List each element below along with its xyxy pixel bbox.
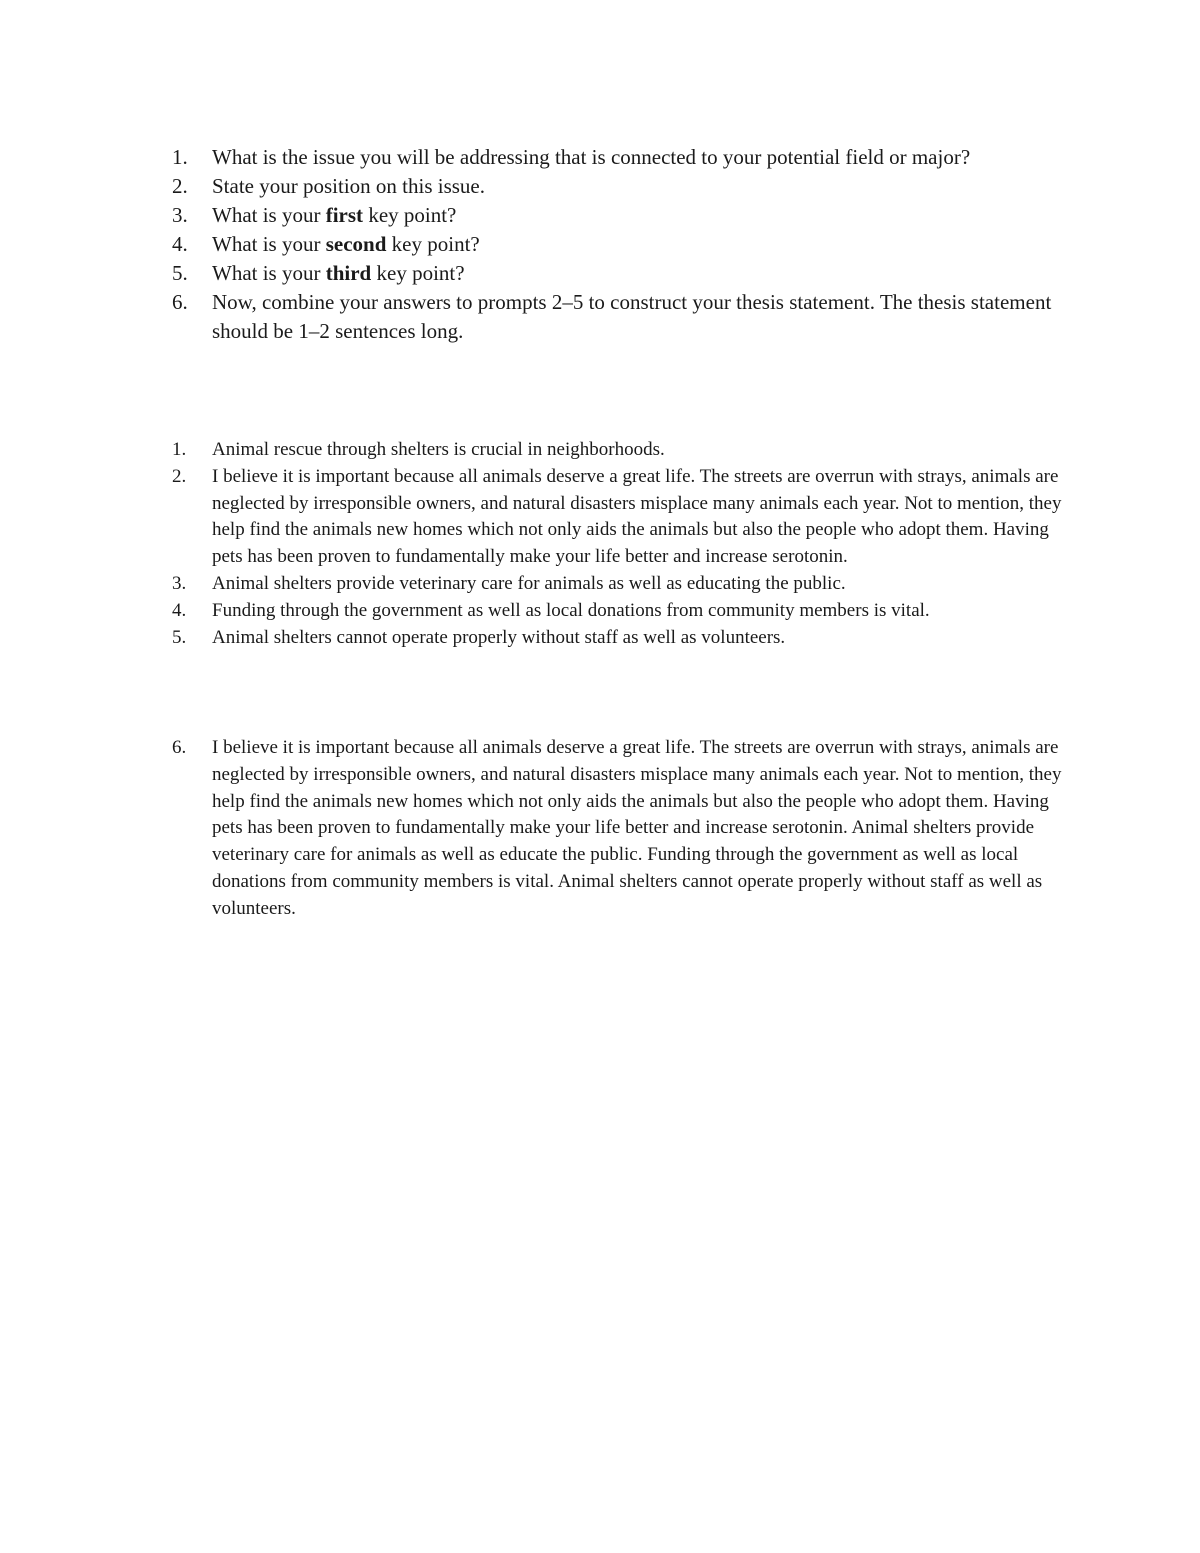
- answer-text: Animal rescue through shelters is crucial in neighborhoods.: [212, 439, 665, 460]
- prompt-text: What is the issue you will be addressing that is connected to your potential field or major?: [212, 145, 971, 169]
- answer-item: [172, 571, 1072, 598]
- prompt-text-pre: What is your: [212, 261, 326, 285]
- answer-text: I believe it is important because all animals deserve a great life. The streets are overrun with strays, animals are neglected by irresponsible owners, and natural disasters misplace many animals each year. Not to mention, they help find the animals new homes which not only aids the animals but also the people who adopt them. Having pets has been proven to fundamentally make your life better and increase serotonin.: [212, 465, 1062, 568]
- list-number: 3.: [172, 572, 187, 594]
- list-number: 1.: [172, 439, 187, 460]
- prompt-text: Now, combine your answers to prompts 2–5 to construct your thesis statement. The thesis statement should be 1–2 sentences long.: [212, 290, 1052, 343]
- answer-item: [172, 598, 1072, 625]
- list-number: 6.: [172, 737, 187, 758]
- answer-item: [172, 625, 1072, 652]
- prompt-text-post: key point?: [371, 261, 465, 285]
- prompt-item: [172, 201, 1072, 230]
- prompt-text-pre: What is your: [212, 232, 326, 256]
- answer-text: Funding through the government as well as local donations from community members is vital.: [212, 599, 930, 621]
- answer-list: [172, 437, 1072, 651]
- thesis-text: I believe it is important because all animals deserve a great life. The streets are overrun with strays, animals are neglected by irresponsible owners, and natural disasters misplace many animals each year. Not to mention, they help find the animals new homes which not only aids the animals but also the people who adopt them. Having pets has been proven to fundamentally make your life better and increase serotonin. Animal shelters provide veterinary care for animals as well as educate the public. Funding through the government as well as local donations from community members is vital. Animal shelters cannot operate properly without staff as well as volunteers.: [212, 737, 1062, 919]
- list-number: 6.: [172, 290, 188, 314]
- prompt-item: [172, 259, 1072, 288]
- list-number: 2.: [172, 174, 188, 198]
- prompt-text-bold: second: [325, 232, 387, 256]
- prompt-text-bold: first: [325, 203, 364, 227]
- prompt-text-post: key point?: [363, 203, 457, 227]
- list-number: 3.: [172, 203, 188, 227]
- list-number: 4.: [172, 599, 187, 621]
- thesis-list: [172, 735, 1072, 923]
- list-number: 5.: [172, 261, 188, 285]
- answer-text: Animal shelters provide veterinary care for animals as well as educating the public.: [212, 572, 846, 594]
- prompt-item: [172, 288, 1072, 346]
- prompt-item: [172, 230, 1072, 259]
- answer-item: [172, 464, 1072, 571]
- thesis-item: [172, 735, 1072, 923]
- prompt-text-pre: What is your: [212, 203, 326, 227]
- list-number: 1.: [172, 145, 188, 169]
- prompt-text-post: key point?: [386, 232, 480, 256]
- list-number: 2.: [172, 465, 187, 487]
- prompt-text-bold: third: [325, 261, 372, 285]
- answer-item: [172, 437, 1072, 464]
- prompt-list: [172, 143, 1072, 346]
- list-number: 4.: [172, 232, 188, 256]
- answer-text: Animal shelters cannot operate properly without staff as well as volunteers.: [212, 626, 786, 648]
- list-number: 5.: [172, 626, 187, 648]
- prompt-item: [172, 143, 1072, 172]
- prompt-item: [172, 172, 1072, 201]
- prompt-text: State your position on this issue.: [212, 174, 485, 198]
